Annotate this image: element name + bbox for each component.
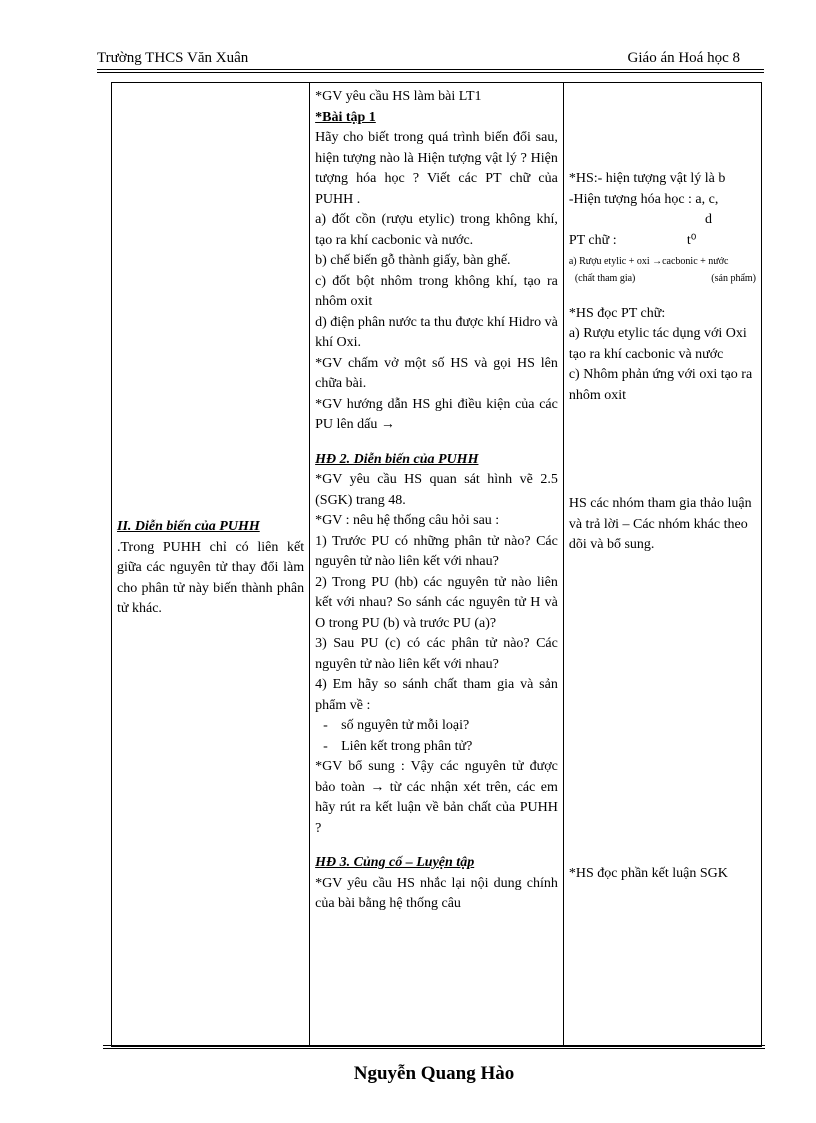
- student-line: c) Nhôm phản ứng với oxi tạo ra nhôm oxit: [568, 367, 753, 403]
- pt-label: PT chữ :: [568, 232, 617, 248]
- subject-name: Giáo án Hoá học 8: [627, 50, 740, 66]
- exercise-item-c: c) đốt bột nhôm trong không khí, tạo ra nhôm oxit: [315, 273, 558, 309]
- student-line: d: [705, 212, 712, 227]
- student-line: a) Rượu etylic tác dụng với Oxi tạo ra khí cacbonic và nước: [568, 326, 747, 362]
- header-rule: [97, 69, 764, 70]
- author-name: Nguyễn Quang Hào: [353, 1063, 515, 1084]
- list-item: - số nguyên tử mỗi loại?: [323, 718, 470, 733]
- question-3: 3) Sau PU (c) có các phân tử nào? Các nguyên tử nào liên kết với nhau?: [315, 636, 558, 672]
- activity-heading: HĐ 2. Diễn biến của PUHH: [315, 451, 479, 467]
- student-line: HS các nhóm tham gia thảo luận và trả lời – Các nhóm khác theo dõi và bổ sung.: [568, 496, 752, 552]
- question-2: 2) Trong PU (hb) các nguyên tử nào liên kết với nhau? So sánh các nguyên tử H và O trong PU (b) và trước PU (a)?: [315, 574, 558, 631]
- exercise-title: *Bài tập 1: [315, 109, 376, 125]
- student-line: -Hiện tượng hóa học : a, c,: [568, 191, 719, 207]
- footer-rule: [103, 1045, 765, 1046]
- teacher-line: *GV yêu cầu HS quan sát hình vẽ 2.5 (SGK) trang 48.: [315, 472, 558, 508]
- exercise-item-b: b) chế biến gỗ thành giấy, bàn ghế.: [315, 253, 511, 268]
- question-4: 4) Em hãy so sánh chất tham gia và sản phẩm về :: [315, 677, 558, 713]
- equation-label-row: [569, 231, 756, 255]
- reactants-label: (chất tham gia): [574, 272, 636, 284]
- header-rule-double: [97, 72, 764, 73]
- teacher-line: *GV chấm vở một số HS và gọi HS lên chữa bài.: [315, 355, 558, 391]
- school-name: Trường THCS Văn Xuân: [97, 50, 249, 66]
- lesson-table: [111, 82, 762, 1047]
- teacher-line: *GV bổ sung : Vậy các nguyên tử được bảo toàn → từ các nhận xét trên, các em hãy rút ra kết luận về bản chất của PUHH ?: [315, 759, 558, 836]
- question-1: 1) Trước PU có những phân tử nào? Các nguyên tử nào liên kết với nhau?: [315, 533, 558, 569]
- exercise-item-a: a) đốt cồn (rượu etylic) trong không khí, tạo ra khí cacbonic và nước.: [315, 212, 558, 248]
- teacher-line: *GV yêu cầu HS nhắc lại nội dung chính của bài bằng hệ thống câu: [315, 875, 558, 911]
- section-title: II. Diễn biến của PUHH: [117, 519, 260, 534]
- section-text: .Trong PUHH chỉ có liên kết giữa các nguyên tử thay đổi làm cho phân tử này biến thành phân tử khác.: [117, 539, 305, 616]
- heat-condition: t⁰: [686, 232, 697, 248]
- list-item: - Liên kết trong phân tử?: [323, 738, 473, 754]
- page-header: [97, 50, 764, 70]
- content-column: [112, 83, 310, 1047]
- student-line: *HS đọc PT chữ:: [568, 305, 666, 321]
- word-equation: a) Rượu etylic + oxi →cacbonic + nước: [568, 255, 729, 267]
- activity-heading: HĐ 3. Củng cố – Luyện tập: [315, 855, 475, 870]
- page-footer: [103, 1045, 765, 1085]
- exercise-item-d: d) điện phân nước ta thu được khí Hidro và khí Oxi.: [315, 314, 558, 350]
- student-line: *HS:- hiện tượng vật lý là b: [568, 171, 726, 186]
- products-label: (sản phẩm): [711, 272, 756, 284]
- equation-sides: [569, 272, 756, 290]
- footer-rule-double: [103, 1048, 765, 1049]
- teacher-line: *GV hướng dẫn HS ghi điều kiện của các PU lên dấu →: [315, 396, 558, 432]
- exercise-prompt: Hãy cho biết trong quá trình biến đổi sau, hiện tượng nào là Hiện tượng vật lý ? Hiện tượng hóa học ? Viết các PT chữ của PUHH .: [315, 130, 558, 207]
- teacher-activity-column: [310, 83, 564, 1047]
- student-line: *HS đọc phần kết luận SGK: [568, 865, 728, 881]
- teacher-line: *GV : nêu hệ thống câu hỏi sau :: [315, 513, 500, 528]
- teacher-line: *GV yêu cầu HS làm bài LT1: [315, 89, 482, 104]
- student-activity-column: [563, 83, 761, 1047]
